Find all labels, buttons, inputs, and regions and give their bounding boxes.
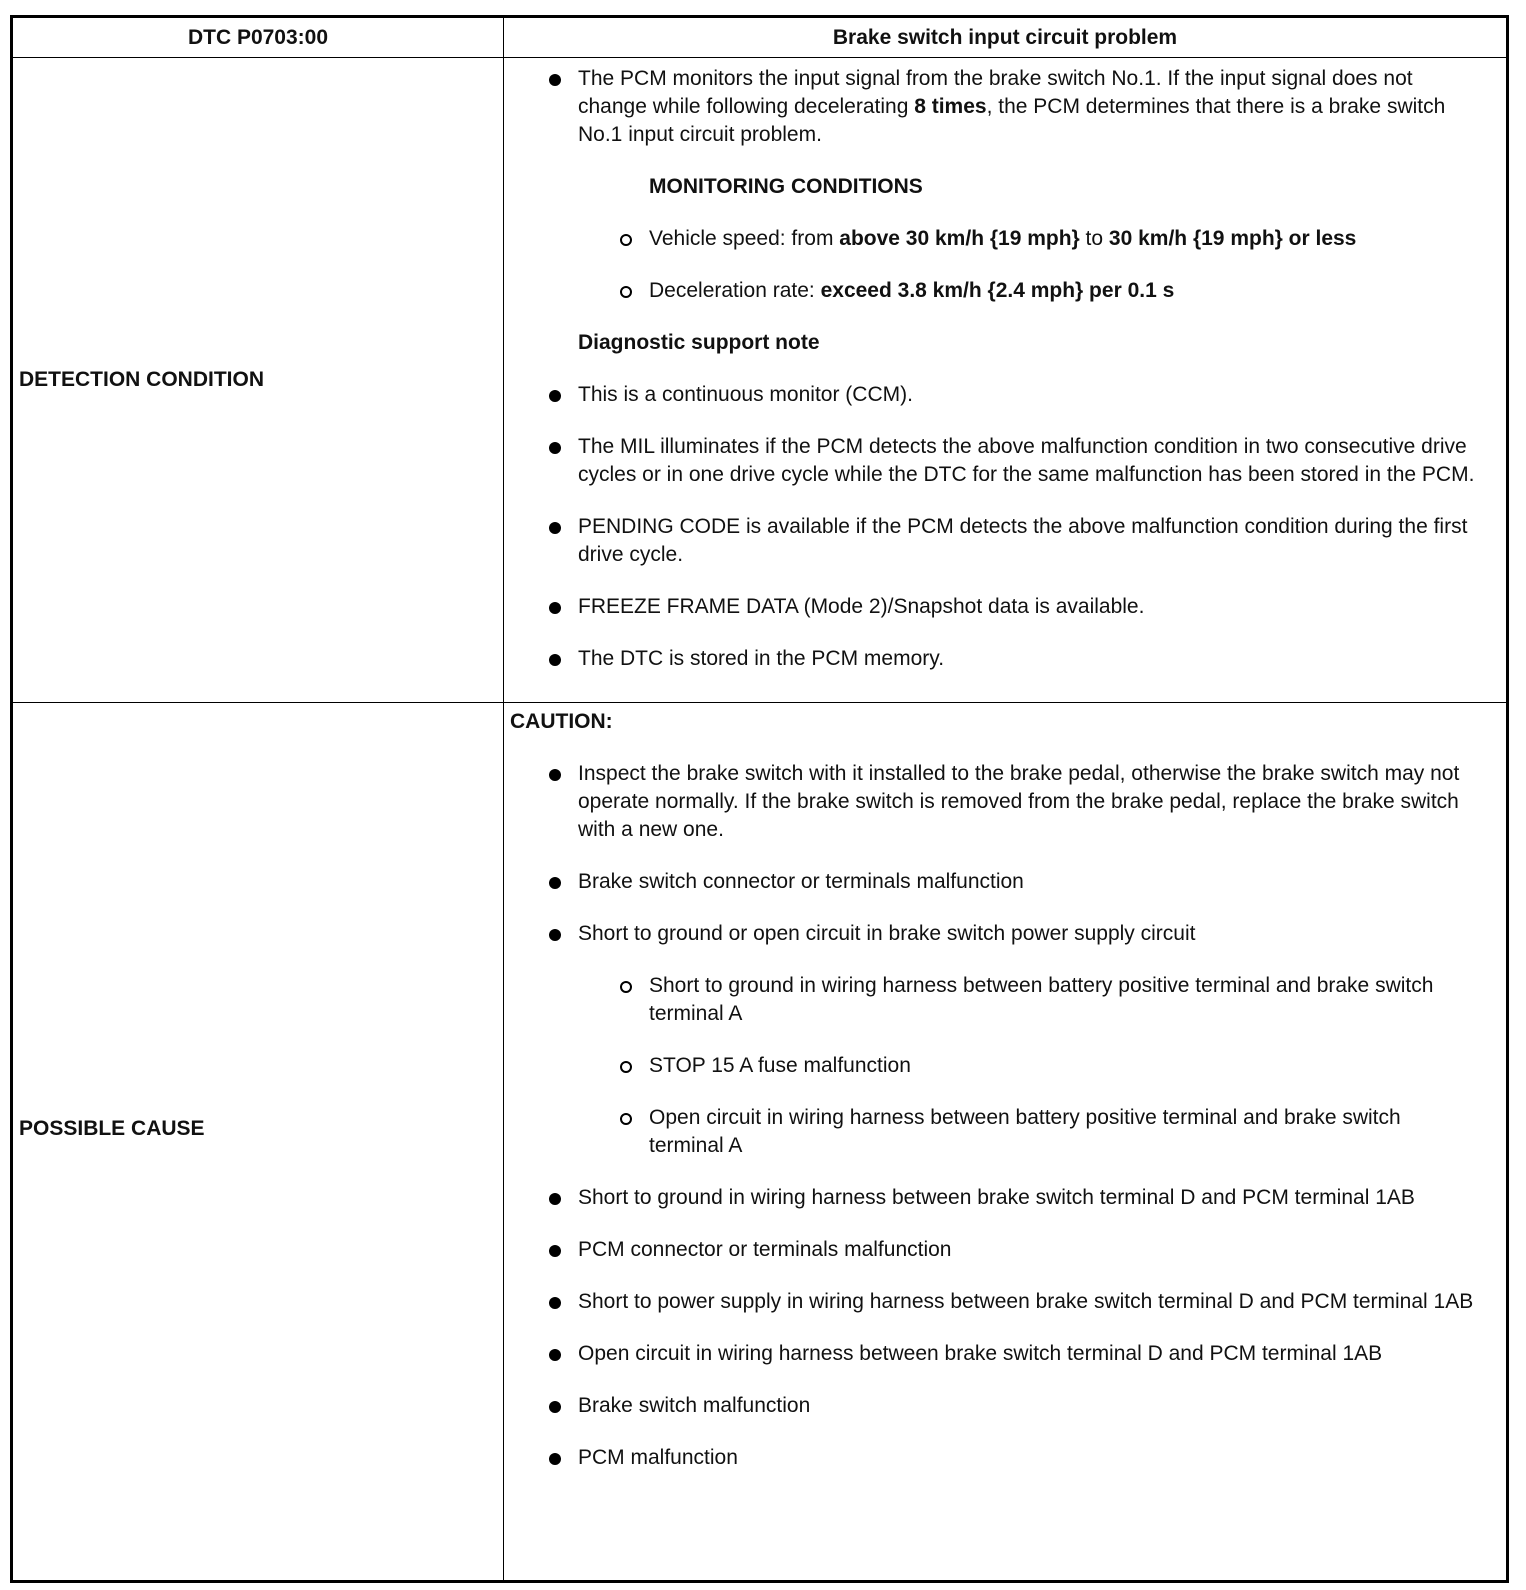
possible-cause-content [504,708,1504,1472]
bullet-icon [549,654,561,666]
list-subitem [504,225,1504,253]
note-text: FREEZE FRAME DATA (Mode 2)/Snapshot data is available. [578,595,1145,618]
cause-text: Inspect the brake switch with it installed to the brake pedal, otherwise the brake switch may not operate normally. If the brake switch is removed from the brake pedal, replace the brake switch with a new one. [578,762,1460,841]
bullet-icon [549,1401,561,1413]
circle-bullet-icon [620,1061,632,1073]
subcause-text: Open circuit in wiring harness between battery positive terminal and brake switch terminal A [649,1106,1401,1157]
diagnostic-support-title: Diagnostic support note [578,331,820,354]
header-divider [13,57,1506,58]
note-text: The MIL illuminates if the PCM detects the above malfunction condition in two consecutive drive cycles or in one drive cycle while the DTC for the same malfunction has been stored in the PCM. [578,435,1475,486]
note-text: PENDING CODE is available if the PCM detects the above malfunction condition during the first drive cycle. [578,515,1468,566]
cause-text: Open circuit in wiring harness between brake switch terminal D and PCM terminal 1AB [578,1342,1383,1365]
list-item [504,868,1504,896]
list-item [504,593,1504,621]
list-item [504,513,1504,569]
speed-prefix: Vehicle speed: from [649,227,840,250]
list-item [504,645,1504,673]
speed-mid: to [1079,227,1109,250]
cause-text: Short to power supply in wiring harness between brake switch terminal D and PCM terminal 1AB [578,1290,1474,1313]
speed-bold-1: above 30 km/h {19 mph} [839,227,1080,250]
caution-title: CAUTION: [510,710,613,733]
bullet-icon [549,1453,561,1465]
circle-bullet-icon [620,286,632,298]
list-item [504,381,1504,409]
dtc-title-header: Brake switch input circuit problem [832,25,1178,49]
detection-condition-content [504,65,1504,673]
list-item [504,1184,1504,1212]
cause-text: Short to ground or open circuit in brake switch power supply circuit [578,922,1196,945]
decel-bold: exceed 3.8 km/h {2.4 mph} per 0.1 s [820,279,1175,302]
bullet-icon [549,602,561,614]
monitoring-conditions-title: MONITORING CONDITIONS [649,175,923,198]
cause-text: Brake switch connector or terminals malfunction [578,870,1024,893]
bullet-icon [549,1297,561,1309]
speed-bold-2: 30 km/h {19 mph} or less [1108,227,1357,250]
list-subitem [504,1052,1504,1080]
cause-text: PCM connector or terminals malfunction [578,1238,952,1261]
list-subitem [504,972,1504,1028]
list-subitem [504,277,1504,305]
bullet-icon [549,1245,561,1257]
detection-condition-label: DETECTION CONDITION [19,368,264,391]
list-item [504,433,1504,489]
bullet-icon [549,1193,561,1205]
list-item [504,1340,1504,1368]
bullet-icon [549,390,561,402]
list-item [504,760,1504,844]
bullet-icon [549,522,561,534]
list-item [504,1444,1504,1472]
list-item [504,920,1504,948]
list-item [504,1392,1504,1420]
note-text: The DTC is stored in the PCM memory. [578,647,945,670]
bullet-icon [549,442,561,454]
circle-bullet-icon [620,981,632,993]
bullet-icon [549,769,561,781]
note-text: This is a continuous monitor (CCM). [578,383,913,406]
dtc-code-header: DTC P0703:00 [187,25,329,49]
list-item [504,1236,1504,1264]
bullet-icon [549,929,561,941]
list-subitem [504,1104,1504,1160]
subcause-text: STOP 15 A fuse malfunction [649,1054,911,1077]
list-item [504,65,1504,149]
subcause-text: Short to ground in wiring harness between battery positive terminal and brake switch terminal A [649,974,1434,1025]
list-item [504,1288,1504,1316]
possible-cause-label: POSSIBLE CAUSE [19,1117,205,1140]
detection-main-bold: 8 times [914,95,987,118]
decel-prefix: Deceleration rate: [649,279,821,302]
circle-bullet-icon [620,1113,632,1125]
dtc-table [10,15,1509,1583]
bullet-icon [549,877,561,889]
cause-text: Short to ground in wiring harness between brake switch terminal D and PCM terminal 1AB [578,1186,1415,1209]
row-divider [13,702,1506,703]
bullet-icon [549,1349,561,1361]
detection-main-text-1: The PCM monitors the input signal from the brake switch No.1. If the input signal does not change while following decelerating [578,67,1413,118]
cause-text: Brake switch malfunction [578,1394,811,1417]
bullet-icon [549,74,561,86]
circle-bullet-icon [620,234,632,246]
cause-text: PCM malfunction [578,1446,738,1469]
detection-main-text-2: , the PCM determines that there is a brake switch No.1 input circuit problem. [578,95,1446,146]
